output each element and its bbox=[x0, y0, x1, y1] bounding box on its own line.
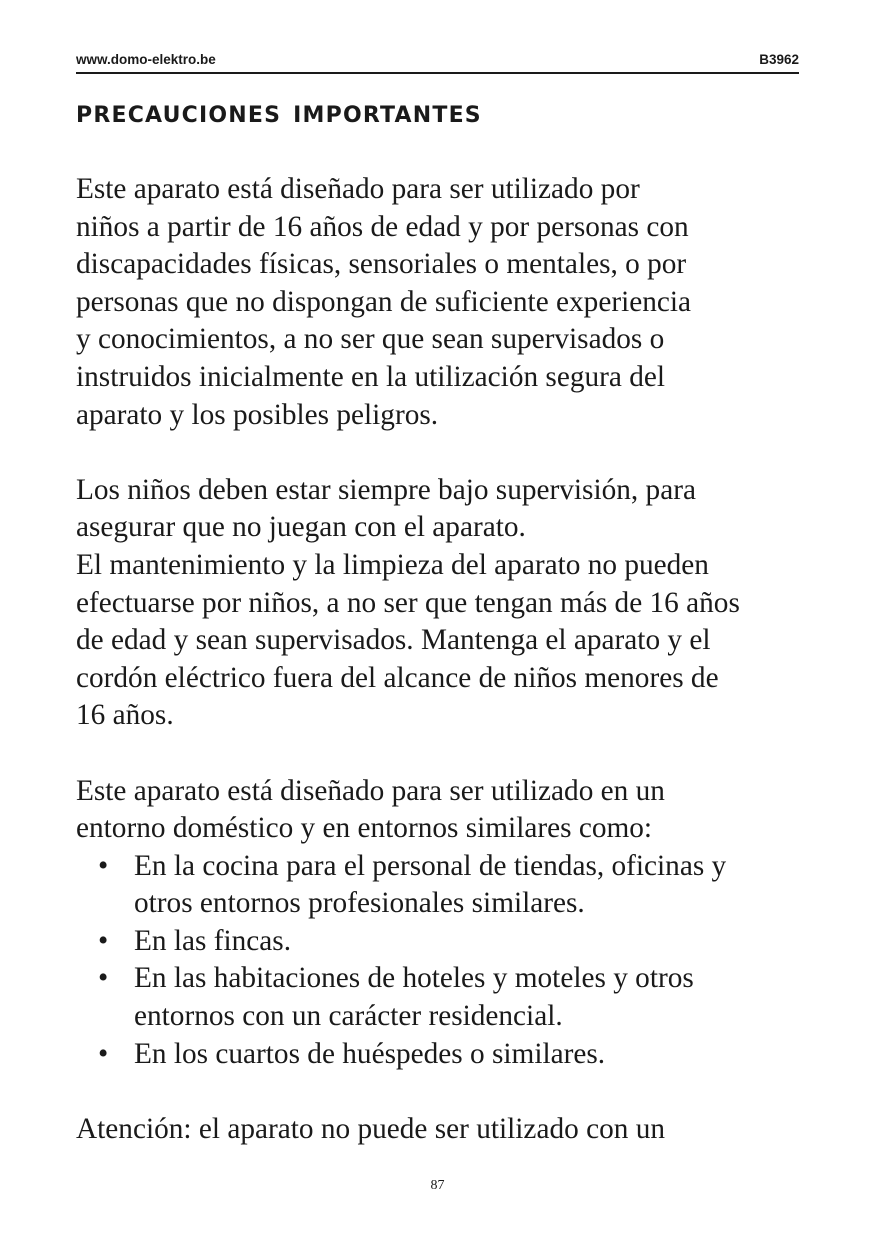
bullet-dot-icon: • bbox=[98, 1037, 109, 1070]
header-model-code: B3962 bbox=[759, 52, 799, 67]
bullet-item-text: En los cuartos de huéspedes o similares. bbox=[134, 1037, 606, 1070]
bullet-list-environments bbox=[76, 848, 796, 1074]
page-title: precauciones importantes bbox=[76, 94, 482, 130]
bullet-item-text: En las habitaciones de hoteles y moteles y otros entornos con un carácter residencial. bbox=[134, 962, 694, 1033]
paragraph-gap bbox=[76, 735, 796, 773]
paragraph-attention: Atención: el aparato no puede ser utilizado con un bbox=[76, 1112, 665, 1145]
bullet-item bbox=[76, 848, 796, 923]
bullet-item bbox=[76, 1036, 796, 1074]
bullet-dot-icon: • bbox=[98, 924, 109, 957]
bullet-item bbox=[76, 960, 796, 1035]
bullet-item bbox=[76, 923, 796, 961]
page-header bbox=[76, 52, 799, 74]
paragraph-gap bbox=[76, 434, 796, 472]
document-body bbox=[76, 171, 796, 1148]
bullet-dot-icon: • bbox=[98, 849, 109, 882]
paragraph-maintenance-cleaning: El mantenimiento y la limpieza del aparato no pueden efectuarse por niños, a no ser que tengan más de 16 años de edad y sean supervisados. Mantenga el aparato y el cordón eléctrico fuera del alcance de niños menores de 16 años. bbox=[76, 548, 740, 732]
paragraph-domestic-use: Este aparato está diseñado para ser utilizado en un entorno doméstico y en entornos similares como: bbox=[76, 774, 665, 845]
bullet-dot-icon: • bbox=[98, 962, 109, 995]
page-number: 87 bbox=[430, 1178, 445, 1193]
paragraph-gap bbox=[76, 1073, 796, 1111]
bullet-item-text: En la cocina para el personal de tiendas, oficinas y otros entornos profesionales similares. bbox=[134, 849, 727, 920]
header-website-url: www.domo-elektro.be bbox=[76, 52, 216, 67]
paragraph-children-supervision: Los niños deben estar siempre bajo supervisión, para asegurar que no juegan con el aparato. bbox=[76, 473, 696, 544]
paragraph-usage-persons: Este aparato está diseñado para ser utilizado por niños a partir de 16 años de edad y por personas con discapacidades físicas, sensoriales o mentales, o por personas que no dispongan de suficiente experiencia y conocimientos, a no ser que sean supervisados o instruidos inicialmente en la utilización segura del aparato y los posibles peligros. bbox=[76, 173, 692, 431]
bullet-item-text: En las fincas. bbox=[134, 924, 292, 957]
